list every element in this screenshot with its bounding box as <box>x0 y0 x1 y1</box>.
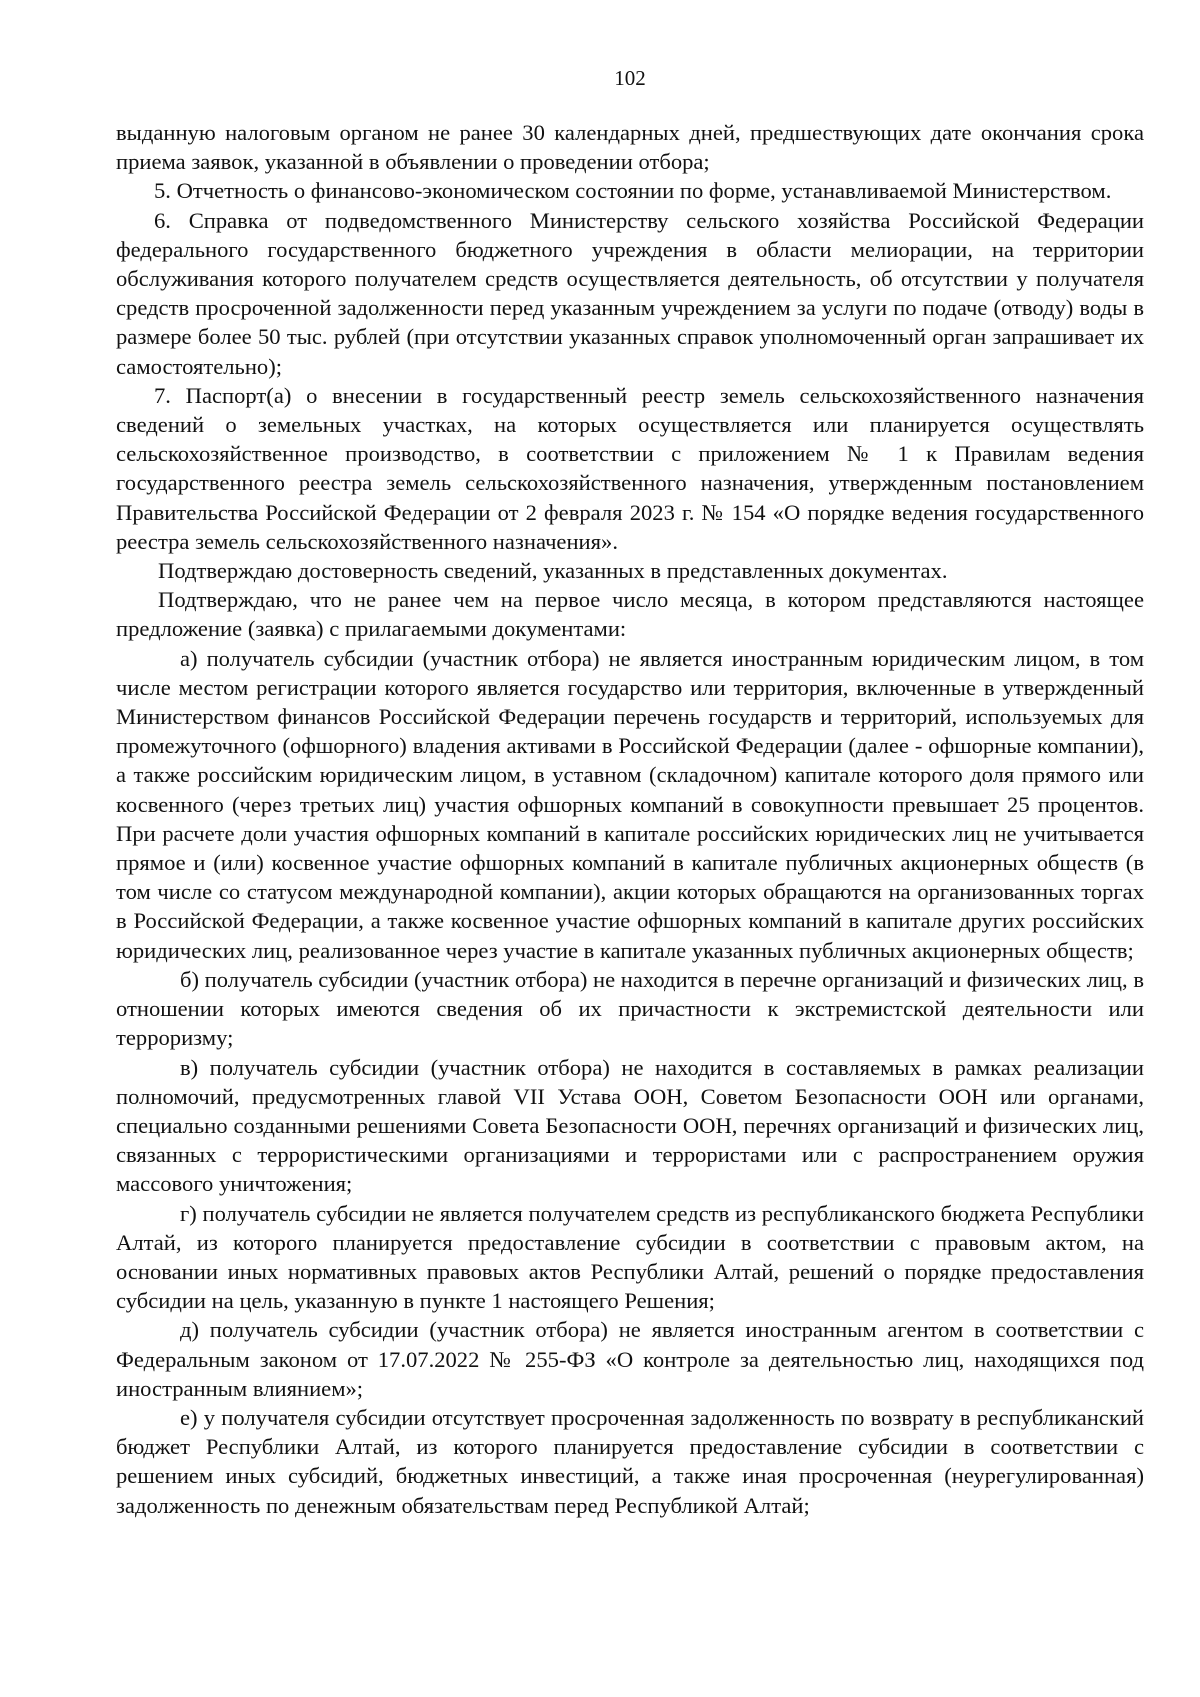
paragraph-subitem-g: г) получатель субсидии не является получателем средств из республиканского бюджета Республики Алтай, из которого планируется предоставление субсидии в соответствии с правовым актом, на основании иных нормативных правовых актов Республики Алтай, решений о порядке предоставления субсидии на цель, указанную в пункте 1 настоящего Решения; <box>116 1200 1144 1314</box>
paragraph-subitem-a: а) получатель субсидии (участник отбора) не является иностранным юридическим лицом, в том числе местом регистрации которого является государство или территория, включенные в утвержденный Министерством финансов Российской Федерации перечень государств и территорий, используемых для промежуточного (офшорного) владения активами в Российской Федерации (далее - офшорные компании), а также российским юридическим лицом, в уставном (складочном) капитале которого доля прямого или косвенного (через третьих лиц) участия офшорных компаний в совокупности превышает 25 процентов. При расчете доли участия офшорных компаний в капитале российских юридических лиц не учитывается прямое и (или) косвенное участие офшорных компаний в капитале публичных акционерных обществ (в том числе со статусом международной компании), акции которых обращаются на организованных торгах в Российской Федерации, а также косвенное участие офшорных компаний в капитале других российских юридических лиц, реализованное через участие в капитале указанных публичных акционерных обществ; <box>116 645 1144 963</box>
paragraph-tax-certificate-continuation: выданную налоговым органом не ранее 30 календарных дней, предшествующих дате окончания срока приема заявок, указанной в объявлении о проведении отбора; <box>116 120 1144 175</box>
paragraph-subitem-v: в) получатель субсидии (участник отбора) не находится в составляемых в рамках реализации полномочий, предусмотренных главой VII Устава ООН, Советом Безопасности ООН или органами, специально созданными решениями Совета Безопасности ООН, перечнях организаций и физических лиц, связанных с террористическими организациями и террористами или с распространением оружия массового уничтожения; <box>116 1054 1144 1197</box>
page-number: 102 <box>614 66 646 90</box>
paragraph-item-6: 6. Справка от подведомственного Министерству сельского хозяйства Российской Федерации федерального государственного бюджетного учреждения в области мелиорации, на территории обслуживания которого получателем средств осуществляется деятельность, об отсутствии у получателя средств просроченной задолженности перед указанным учреждением за услуги по подаче (отводу) воды в размере более 50 тыс. рублей (при отсутствии указанных справок уполномоченный орган запрашивает их самостоятельно); <box>116 207 1144 379</box>
document-body <box>116 118 1144 1520</box>
paragraph-subitem-d: д) получатель субсидии (участник отбора) не является иностранным агентом в соответствии с Федеральным законом от 17.07.2022 № 255-ФЗ «О контроле за деятельностью лиц, находящихся под иностранным влиянием»; <box>116 1317 1144 1401</box>
paragraph-item-5: 5. Отчетность о финансово-экономическом состоянии по форме, устанавливаемой Министерством. <box>154 178 1112 204</box>
paragraph-confirm-accuracy: Подтверждаю достоверность сведений, указанных в представленных документах. <box>158 558 948 584</box>
paragraph-subitem-e: е) у получателя субсидии отсутствует просроченная задолженность по возврату в республиканский бюджет Республики Алтай, из которого планируется предоставление субсидии в соответствии с решением иных субсидий, бюджетных инвестиций, а также иная просроченная (неурегулированная) задолженность по денежным обязательствам перед Республикой Алтай; <box>116 1404 1144 1518</box>
paragraph-subitem-b: б) получатель субсидии (участник отбора) не находится в перечне организаций и физических лиц, в отношении которых имеются сведения об их причастности к экстремистской деятельности или терроризму; <box>116 966 1144 1051</box>
document-page <box>116 0 1144 1697</box>
paragraph-item-7: 7. Паспорт(а) о внесении в государственный реестр земель сельскохозяйственного назначения сведений о земельных участках, на которых осуществляется или планируется осуществлять сельскохозяйственное производство, в соответствии с приложением № 1 к Правилам ведения государственного реестра земель сельскохозяйственного назначения, утвержденным постановлением Правительства Российской Федерации от 2 февраля 2023 г. № 154 «О порядке ведения государственного реестра земель сельскохозяйственного назначения». <box>116 382 1144 554</box>
paragraph-confirm-conditions: Подтверждаю, что не ранее чем на первое число месяца, в котором представляются настоящее предложение (заявка) с прилагаемыми документами: <box>116 587 1144 642</box>
